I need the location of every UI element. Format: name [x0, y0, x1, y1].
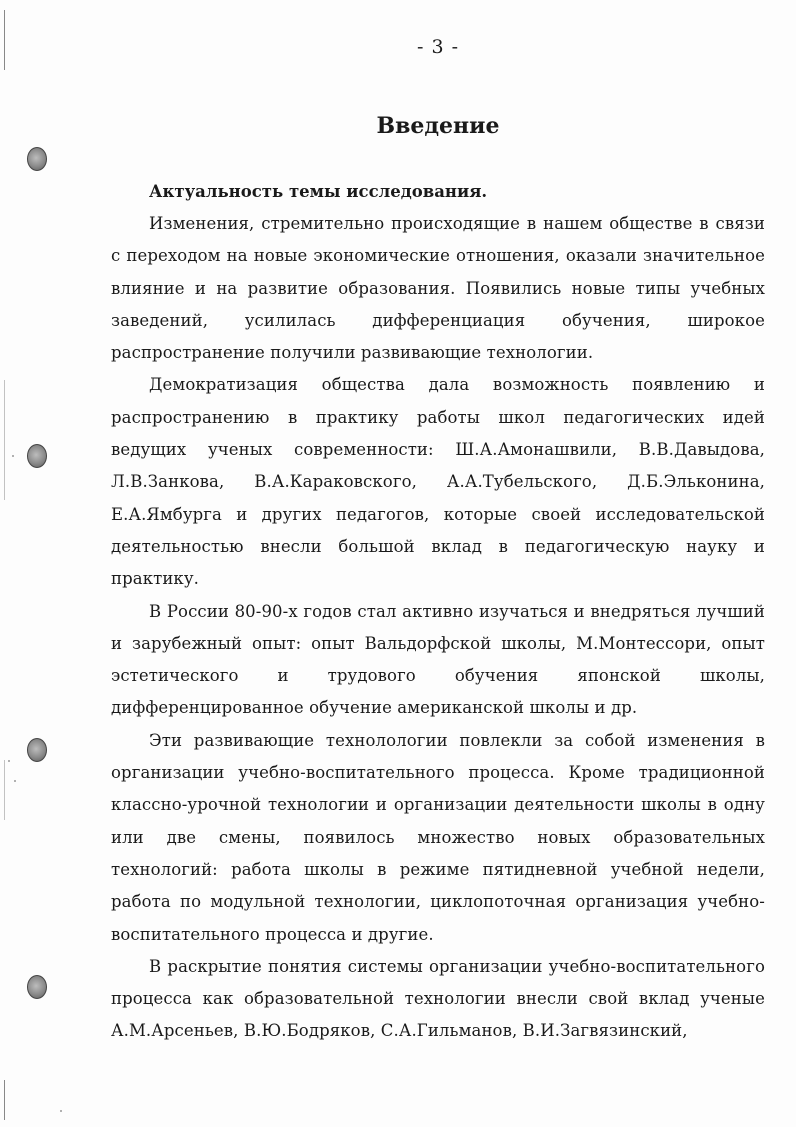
scan-speck — [12, 455, 14, 457]
scan-speck — [14, 780, 16, 782]
paragraph: В раскрытие понятия системы организации учебно-воспитательного процесса как образовательной технологии внесли свой вклад ученые А.М.Арсеньев, В.Ю.Бодряков, С.А.Гильманов, В.И.Загвязинский, — [111, 956, 765, 1041]
paragraph: Демократизация общества дала возможность появлению и распространению в практику работы школ педагогических идей ведущих ученых современности: Ш.А.Амонашвили, В.В.Давыдова, Л.В.Занкова, В.А.Караковского, А.А.Тубельского, Д.Б.Эльконина, Е.А.Ямбурга и других педагогов, которые своей исследовательской деятельностью внесли большой вклад в педагогическую науку и практику. — [111, 375, 765, 589]
section-heading: Актуальность темы исследования. — [149, 182, 488, 201]
paragraph: Эти развивающие технолологии повлекли за собой изменения в организации учебно-воспитательного процесса. Кроме традиционной классно-урочной технологии и организации деятельности школы в одну или две смены, появилось множество новых образовательных технологий: работа школы в режиме пятидневной учебной недели, работа по модульной технологии, циклопоточная организация учебно-воспитательного процесса и другие. — [111, 730, 765, 944]
scan-edge-mark — [4, 1080, 5, 1120]
page-number: - 3 - — [416, 36, 459, 58]
page-title: Введение — [376, 113, 500, 139]
paragraph: В России 80-90-х годов стал активно изучаться и внедряться лучший и зарубежный опыт: опыт Вальдорфской школы, М.Монтессори, опыт эстетического и трудового обучения японской школы, дифференцированное обучение американской школы и др. — [111, 601, 765, 718]
binder-hole-icon — [27, 444, 47, 468]
binder-hole-icon — [27, 147, 47, 171]
body-text — [111, 176, 765, 1048]
paragraph: Изменения, стремительно происходящие в нашем обществе в связи с переходом на новые экономические отношения, оказали значительное влияние и на развитие образования. Появились новые типы учебных заведений, усилилась дифференциация обучения, широкое распространение получили развивающие технологии. — [111, 214, 765, 363]
scan-speck — [60, 1110, 62, 1112]
binder-hole-icon — [27, 975, 47, 999]
scan-speck — [8, 760, 10, 762]
scan-edge-mark — [4, 380, 5, 500]
binder-hole-icon — [27, 738, 47, 762]
scan-edge-mark — [4, 760, 5, 820]
